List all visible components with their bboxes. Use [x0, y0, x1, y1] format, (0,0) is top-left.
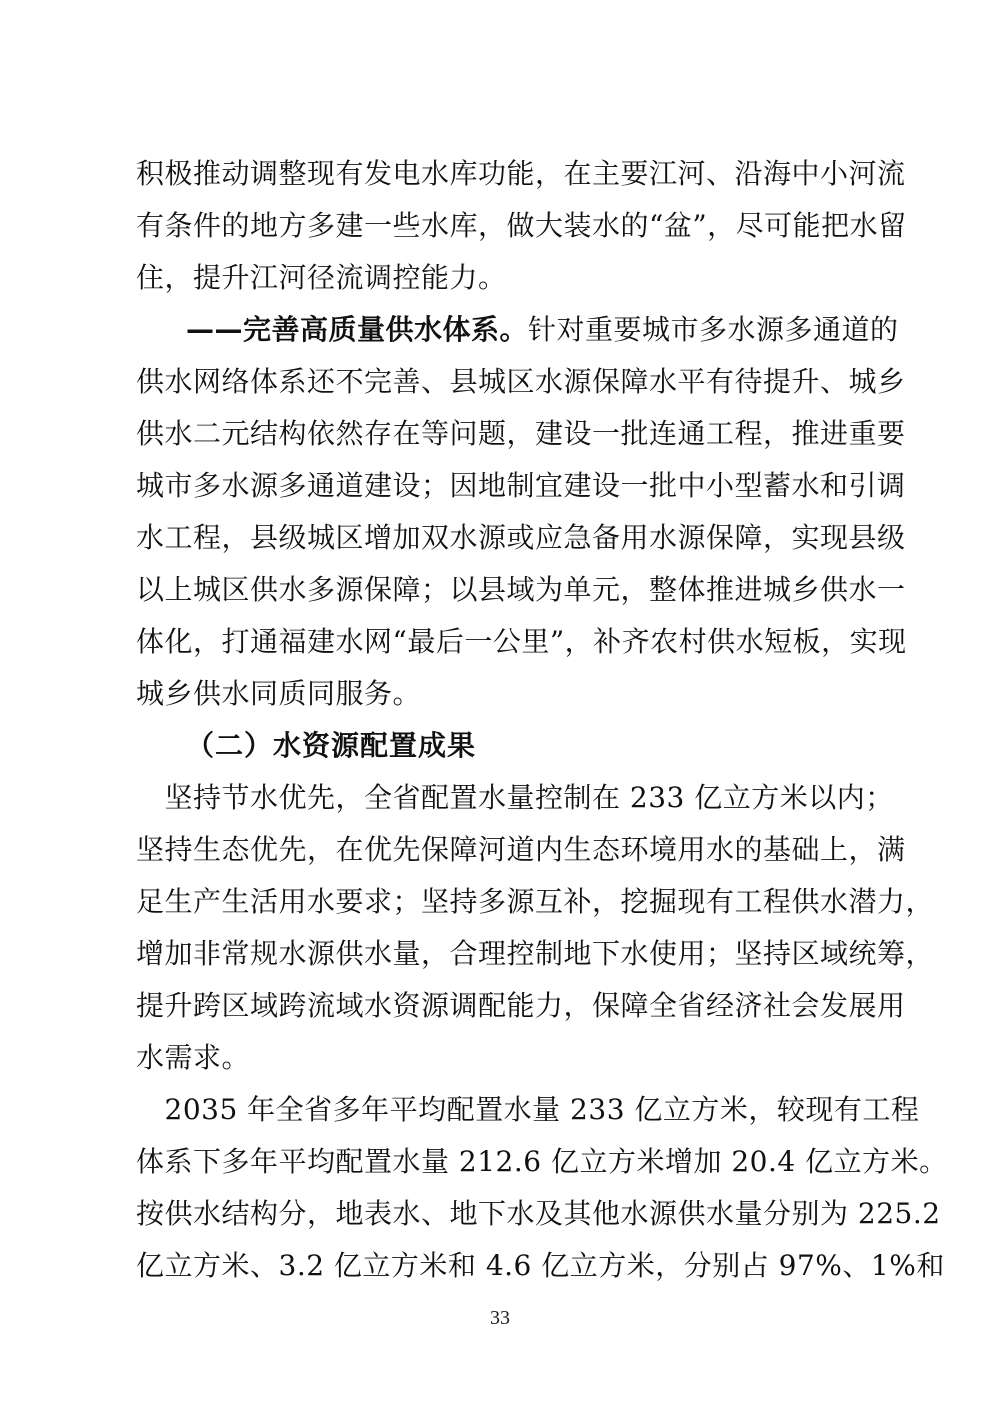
body-text-line: 住，提升江河径流调控能力。 [136, 261, 507, 294]
body-text-line [186, 310, 899, 350]
body-text-line: 体化，打通福建水网“最后一公里”，补齐农村供水短板，实现 [136, 625, 907, 658]
bold-lead-text: ——完善高质量供水体系。 [186, 313, 529, 346]
body-text-line: 体系下多年平均配置水量 212.6 亿立方米增加 20.4 亿立方米。 [136, 1145, 948, 1178]
section-heading: （二）水资源配置成果 [186, 729, 477, 762]
body-text-line: 增加非常规水源供水量，合理控制地下水使用；坚持区域统筹， [136, 937, 935, 970]
body-text-line: 按供水结构分，地表水、地下水及其他水源供水量分别为 225.2 [136, 1197, 941, 1230]
body-text-line: 坚持生态优先，在优先保障河道内生态环境用水的基础上，满 [136, 833, 906, 866]
body-text-line: 有条件的地方多建一些水库，做大装水的“盆”，尽可能把水留 [136, 209, 907, 242]
body-text-line: 亿立方米、3.2 亿立方米和 4.6 亿立方米，分别占 97%、1%和 [136, 1249, 945, 1282]
body-text-line: 积极推动调整现有发电水库功能，在主要江河、沿海中小河流 [136, 157, 906, 190]
body-text-line: 2035 年全省多年平均配置水量 233 亿立方米，较现有工程 [136, 1093, 920, 1126]
body-text-line: 供水网络体系还不完善、县城区水源保障水平有待提升、城乡 [136, 365, 906, 398]
body-text-line: 足生产生活用水要求；坚持多源互补，挖掘现有工程供水潜力， [136, 885, 935, 918]
body-text-line: 水需求。 [136, 1041, 251, 1074]
body-text-line: 水工程，县级城区增加双水源或应急备用水源保障，实现县级 [136, 521, 906, 554]
body-text-line: 坚持节水优先，全省配置水量控制在 233 亿立方米以内； [136, 781, 894, 814]
body-text-line: 城市多水源多通道建设；因地制宜建设一批中小型蓄水和引调 [136, 469, 906, 502]
body-text-line: 以上城区供水多源保障；以县域为单元，整体推进城乡供水一 [136, 573, 906, 606]
body-text-line: 城乡供水同质同服务。 [136, 677, 422, 710]
body-text-line: 提升跨区域跨流域水资源调配能力，保障全省经济社会发展用 [136, 989, 906, 1022]
body-text-line: 供水二元结构依然存在等问题，建设一批连通工程，推进重要 [136, 417, 906, 450]
page-number: 33 [490, 1307, 510, 1329]
body-text-span: 针对重要城市多水源多通道的 [528, 313, 899, 346]
